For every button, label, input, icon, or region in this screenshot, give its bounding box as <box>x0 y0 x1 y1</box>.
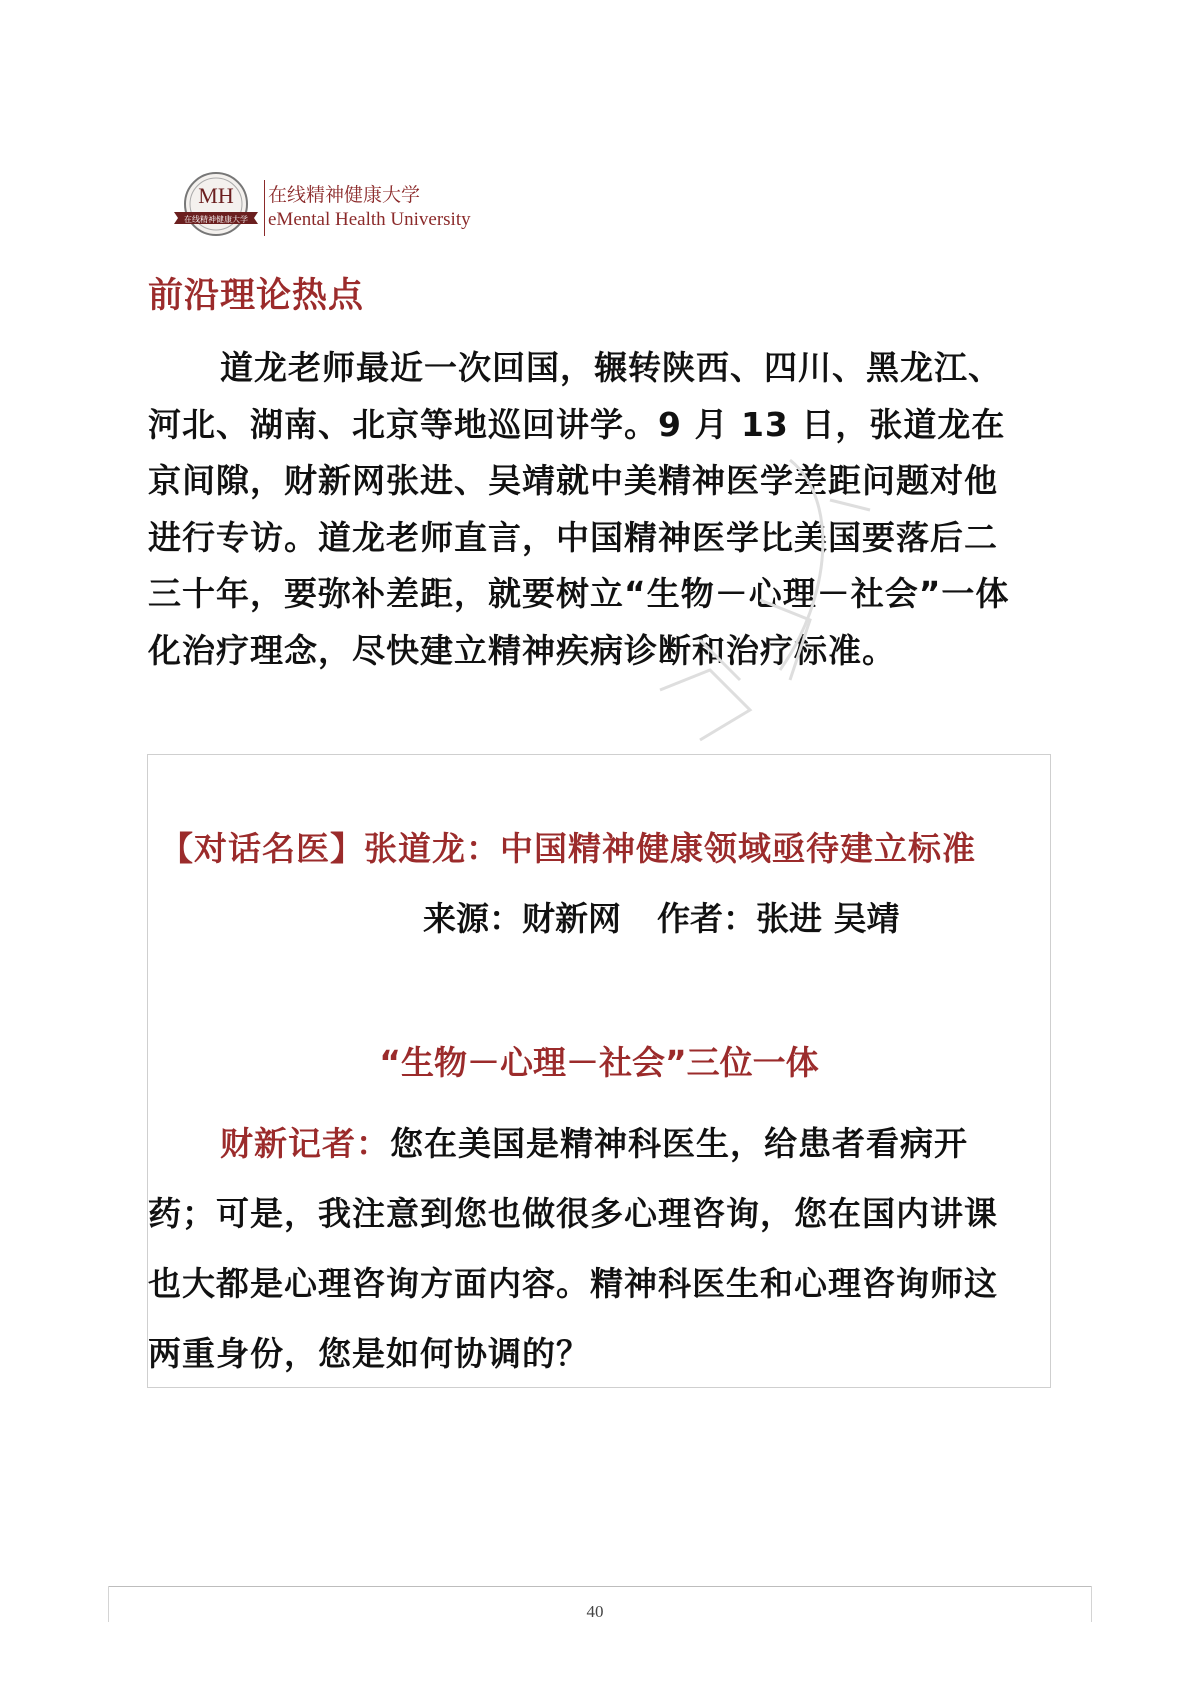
logo-divider <box>264 180 265 236</box>
question-text: 您在美国是精神科医生，给患者看病开药；可是，我注意到您也做很多心理咨询，您在国内讲课也大都是心理咨询方面内容。精神科医生和心理咨询师这两重身份，您是如何协调的？ <box>148 1124 998 1373</box>
interview-question <box>148 1109 1028 1389</box>
question-speaker: 财新记者： <box>220 1124 390 1163</box>
intro-paragraph: 道龙老师最近一次回国，辗转陕西、四川、黑龙江、河北、湖南、北京等地巡回讲学。9 月 13 日，张道龙在京间隙，财新网张进、吴靖就中美精神医学差距问题对他进行专访。道龙老师直言，中国精神医学比美国要落后二三十年，要弥补差距，就要树立“生物－心理－社会”一体化治疗理念，尽快建立精神疾病诊断和治疗标准。 <box>148 348 1010 670</box>
article-title: 【对话名医】张道龙：中国精神健康领域亟待建立标准 <box>160 829 976 868</box>
article-author: 作者：张进 吴靖 <box>657 899 900 938</box>
org-name-cn: 在线精神健康大学 <box>268 184 421 206</box>
article-card <box>147 754 1051 1388</box>
section-heading: 前沿理论热点 <box>148 276 365 316</box>
org-name-en: eMental Health University <box>268 209 471 230</box>
article-source: 来源：财新网 <box>423 899 621 938</box>
footer-divider <box>108 1586 1092 1587</box>
logo-mark: MH <box>198 183 234 208</box>
article-meta <box>423 893 900 940</box>
org-name <box>268 182 471 232</box>
university-logo <box>172 170 260 240</box>
logo-ribbon-text: 在线精神健康大学 <box>184 215 248 224</box>
article-subheading: “生物－心理－社会”三位一体 <box>379 1043 819 1082</box>
page-number: 40 <box>586 1602 604 1621</box>
